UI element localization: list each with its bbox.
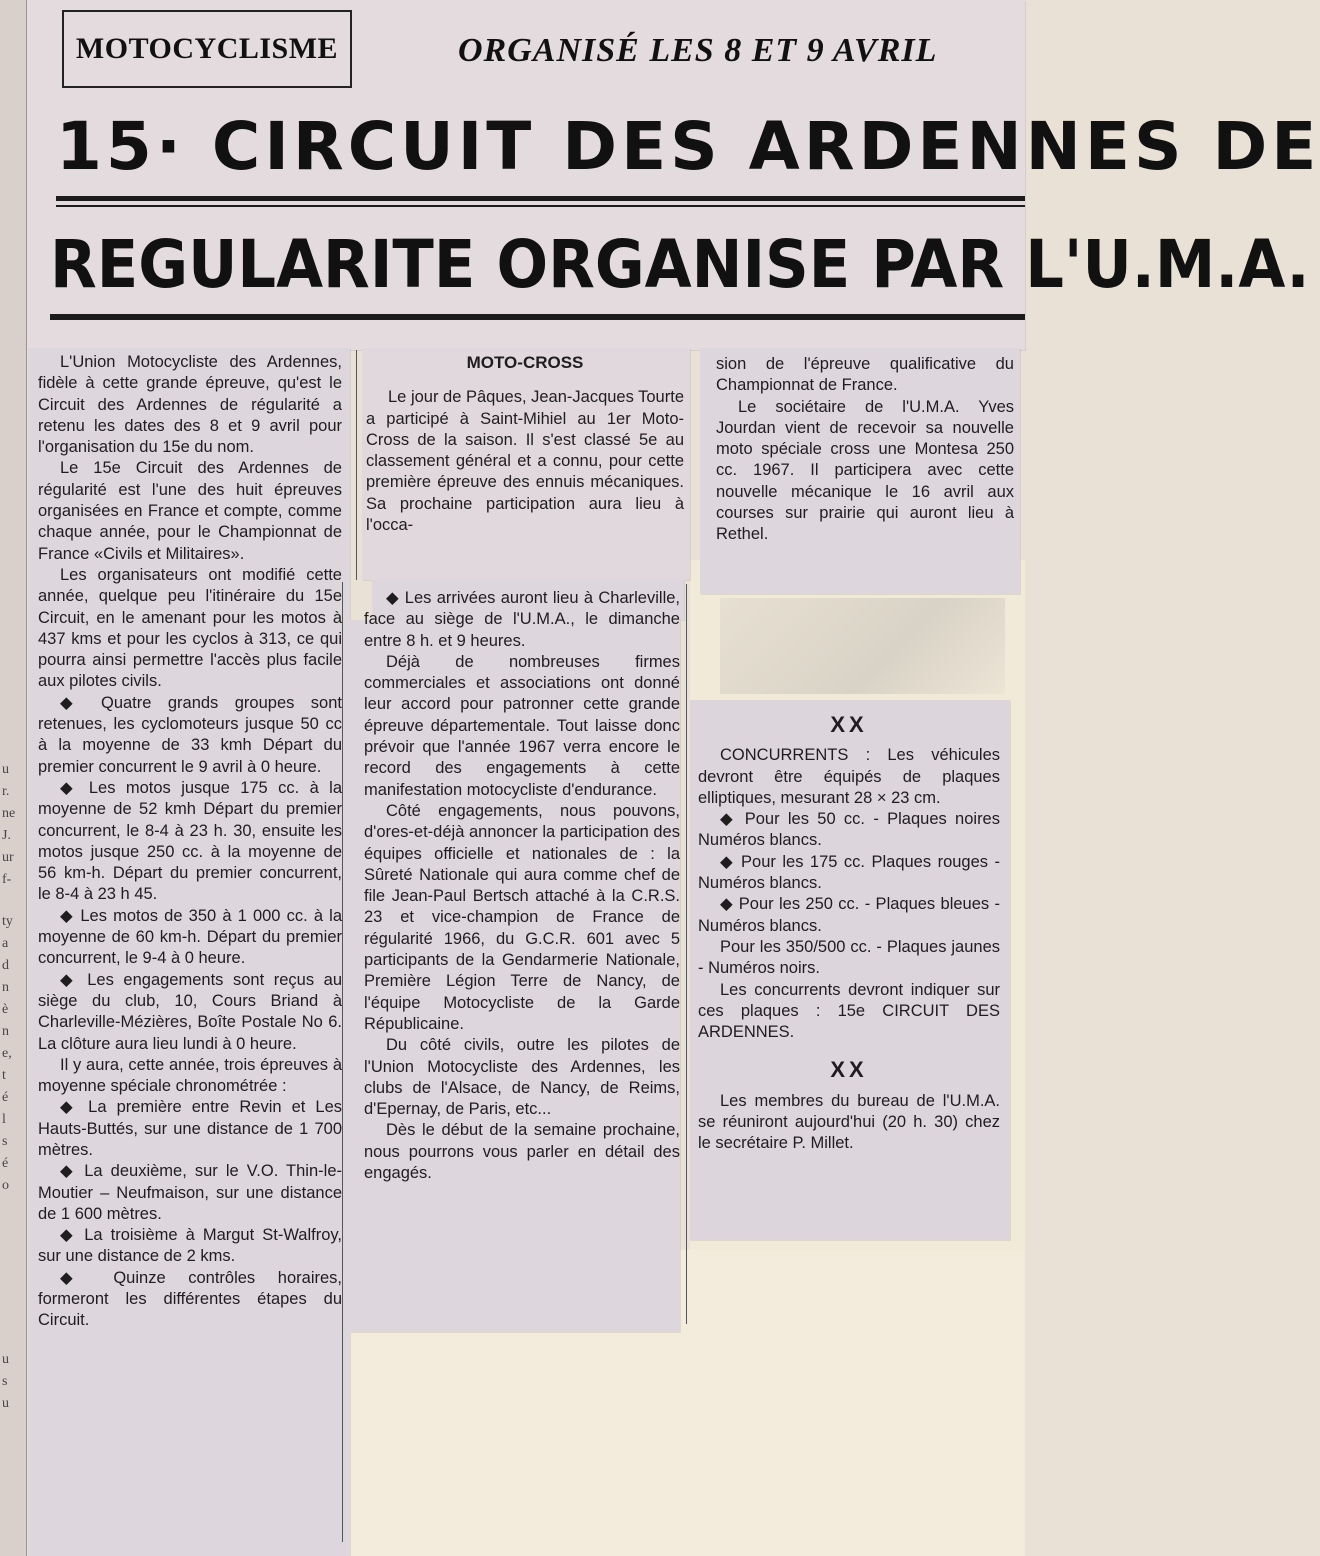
paragraph: Le jour de Pâques, Jean-Jacques Tourte a participé à Saint-Mihiel au 1er Moto-Cross de la saison. Il s'est classé 5e au classement général et a connu, pour cette première épreuve des ennuis mécaniques. Sa prochaine participation aura lieu à l'occa- — [366, 388, 684, 535]
paragraph: ◆ Pour les 175 cc. Plaques rouges - Numéros blancs. — [698, 852, 1000, 893]
strip-fragment: è — [2, 1002, 9, 1017]
paragraph: ◆ Les arrivées auront lieu à Charleville, face au siège de l'U.M.A., le dimanche entre 8 h. et 9 heures. — [364, 589, 680, 650]
paragraph: ◆ La première entre Revin et Les Hauts-Buttés, sur une distance de 1 700 mètres. — [38, 1098, 342, 1159]
strip-fragment: u — [2, 1352, 9, 1367]
strip-fragment: s — [2, 1134, 8, 1149]
strip-fragment: u — [2, 1396, 9, 1411]
column-rule — [356, 350, 357, 580]
strip-fragment: e, — [2, 1046, 12, 1061]
paragraph: Les organisateurs ont modifié cette année, quelque peu l'itinéraire du 15e Circuit, en le amenant pour les motos à 437 kms et pour les cyclos à 313, ce qui pourra ainsi permettre l'accès plus facile aux pilotes civils. — [38, 565, 342, 691]
paragraph: ◆ Quinze contrôles horaires, formeront les différentes étapes du Circuit. — [38, 1268, 342, 1330]
paragraph: Côté engagements, nous pouvons, d'ores-et-déjà annoncer la participation des équipes officielle et nationales de : la Sûreté Nationale qui aura comme chef de file Jean-Paul Bertsch attaché à la C.R.S. 23 et vice-champion de France de régularité 1966, du G.C.R. 601 avec 5 participants de la Gendarmerie Nationale, Première Légion Terre de Nancy, de l'équipe Motocycliste de la Garde Républicaine. — [364, 801, 680, 1033]
strip-fragment: ur — [2, 850, 14, 865]
section-kicker: MOTOCYCLISME — [75, 32, 339, 65]
paragraph: CONCURRENTS : Les véhicules devront être équipés de plaques elliptiques, mesurant 28 × 23 cm. — [698, 746, 1000, 807]
section-separator: XX — [830, 712, 868, 737]
paragraph: ◆ Pour les 50 cc. - Plaques noires Numéros blancs. — [698, 810, 1000, 850]
paragraph: ◆ La deuxième, sur le V.O. Thin-le-Moutier – Neufmaison, sur une distance de 1 600 mètres. — [38, 1162, 342, 1223]
dateline: ORGANISÉ LES 8 ET 9 AVRIL — [458, 32, 938, 69]
paragraph: Les concurrents devront indiquer sur ces plaques : 15e CIRCUIT DES ARDENNES. — [698, 980, 1000, 1042]
strip-fragment: s — [2, 1374, 8, 1389]
strip-fragment: d — [2, 958, 9, 973]
paragraph: ◆ La troisième à Margut St-Walfroy, sur une distance de 2 kms. — [38, 1226, 342, 1266]
paragraph: ◆ Les motos de 350 à 1 000 cc. à la moyenne de 60 km-h. Départ du premier concurrent, le 9-4 à 0 heure. — [38, 906, 342, 968]
paragraph: Pour les 350/500 cc. - Plaques jaunes - Numéros noirs. — [698, 937, 1000, 978]
paragraph: Du côté civils, outre les pilotes de l'Union Motocycliste des Ardennes, les clubs de l'Alsace, de Nancy, de Reims, d'Epernay, de Paris, etc... — [364, 1036, 680, 1119]
headline-rule — [56, 205, 1025, 207]
strip-fragment: n — [2, 1024, 9, 1039]
paragraph: sion de l'épreuve qualificative du Championnat de France. — [716, 355, 1014, 395]
article-column-2-top — [366, 350, 684, 536]
paragraph: Les membres du bureau de l'U.M.A. se réuniront aujourd'hui (20 h. 30) chez le secrétaire P. Millet. — [698, 1091, 1000, 1153]
article-column-2 — [364, 588, 680, 1184]
strip-fragment: t — [2, 1068, 6, 1083]
faded-photo — [720, 598, 1005, 694]
paragraph: Déjà de nombreuses firmes commerciales et associations ont donné leur accord pour patronner cette grande épreuve départementale. Tout laisse donc prévoir que l'année 1967 verra encore le record des engagements à cette manifestation motocycliste d'endurance. — [364, 652, 680, 799]
section-separator: XX — [830, 1057, 868, 1083]
headline-rule — [56, 196, 1025, 201]
paragraph: ◆ Les motos jusque 175 cc. à la moyenne de 52 kmh Départ du premier concurrent, le 8-4 à 23 h. 30, ensuite les motos jusque 250 cc. à la moyenne de 56 km-h. Départ du premier concurrent, le 8-4 à 23 h 45. — [38, 778, 342, 904]
headline-line-1: 15· CIRCUIT DES ARDENNES DE — [56, 108, 1320, 185]
strip-fragment: ty — [2, 914, 13, 929]
paragraph: Il y aura, cette année, trois épreuves à moyenne spéciale chronométrée : — [38, 1055, 342, 1096]
headline-line-2: REGULARITE ORGANISE PAR L'U.M.A. — [50, 226, 1310, 303]
paragraph: Dès le début de la semaine prochaine, nous pourrons vous parler en détail des engagés. — [364, 1121, 680, 1183]
strip-fragment: J. — [2, 828, 11, 843]
column-rule — [686, 584, 687, 1324]
article-column-3-top — [716, 354, 1014, 546]
subheading-moto-cross: MOTO-CROSS — [466, 353, 584, 372]
column-rule — [342, 582, 343, 1542]
headline-rule — [50, 314, 1025, 320]
paragraph: L'Union Motocycliste des Ardennes, fidèle à cette grande épreuve, qu'est le Circuit des Ardennes de régularité a retenu les dates des 8 et 9 avril pour l'organisation du 15e du nom. — [38, 353, 342, 457]
strip-fragment: o — [2, 1178, 9, 1193]
strip-fragment: n — [2, 980, 9, 995]
strip-fragment: f- — [2, 872, 12, 887]
paragraph: ◆ Pour les 250 cc. - Plaques bleues - Numéros blancs. — [698, 895, 1000, 935]
strip-fragment: é — [2, 1156, 9, 1171]
strip-fragment: u — [2, 762, 9, 777]
strip-fragment: l — [2, 1112, 6, 1127]
strip-fragment: r. — [2, 784, 10, 799]
paragraph: ◆ Les engagements sont reçus au siège du club, 10, Cours Briand à Charleville-Mézières, Boîte Postale No 6. La clôture aura lieu lundi à 0 heure. — [38, 970, 342, 1053]
strip-fragment: ne — [2, 806, 16, 821]
article-column-3 — [698, 708, 1000, 1155]
paragraph: Le 15e Circuit des Ardennes de régularité est l'une des huit épreuves organisées en France et compte, comme chaque année, pour le Championnat de France «Civils et Militaires». — [38, 459, 342, 563]
strip-fragment: é — [2, 1090, 9, 1105]
adjacent-column-strip — [0, 0, 27, 1556]
strip-fragment: a — [2, 936, 9, 951]
paragraph: ◆ Quatre grands groupes sont retenues, les cyclomoteurs jusque 50 cc à la moyenne de 33 kmh Départ du premier concurrent le 9 avril à 0 heure. — [38, 693, 342, 776]
article-column-1 — [38, 352, 342, 1332]
section-kicker-box — [62, 10, 352, 88]
paragraph: Le sociétaire de l'U.M.A. Yves Jourdan vient de recevoir sa nouvelle moto spéciale cross une Montesa 250 cc. 1967. Il participera avec cette nouvelle mécanique le 16 avril aux courses sur prairie qui auront lieu à Rethel. — [716, 397, 1014, 544]
